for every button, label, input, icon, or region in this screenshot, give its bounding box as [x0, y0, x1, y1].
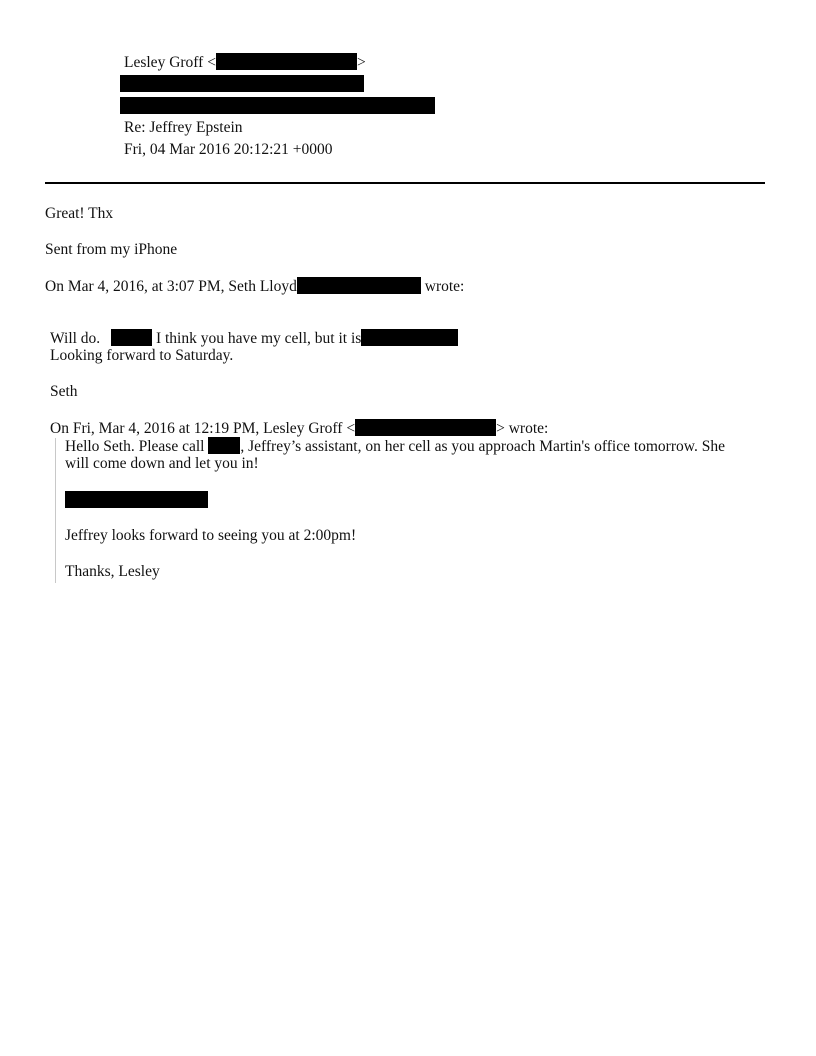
- redacted-from-email: [216, 53, 357, 70]
- redacted-cc: [120, 97, 435, 114]
- from-value: [124, 53, 366, 72]
- willdo-mid: I think you have my cell, but it is: [152, 330, 362, 347]
- attribution-text: On Mar 4, 2016, at 3:07 PM, Seth Lloyd: [45, 278, 297, 295]
- redacted-to: [120, 75, 364, 92]
- quoted-message: [55, 438, 761, 583]
- reply-line-saturday: Looking forward to Saturday.: [50, 347, 234, 364]
- reply-line-willdo: [50, 329, 458, 348]
- reply-attribution-text: On Fri, Mar 4, 2016 at 12:19 PM, Lesley Groff <: [50, 420, 356, 437]
- attribution-wrote: wrote:: [420, 278, 465, 295]
- date-value: Fri, 04 Mar 2016 20:12:21 +0000: [124, 141, 333, 158]
- cc-value: [120, 97, 435, 116]
- redacted-name: [111, 329, 152, 346]
- body-line-sent: Sent from my iPhone: [45, 241, 178, 258]
- reply-attribution: [50, 419, 548, 438]
- quoted-line-hello: [65, 437, 725, 456]
- subject-value: Re: Jeffrey Epstein: [124, 119, 243, 136]
- body-attribution: [45, 277, 464, 296]
- body-line-great: Great! Thx: [45, 205, 114, 222]
- quoted-line-comedown: will come down and let you in!: [65, 455, 259, 472]
- willdo-text: Will do.: [50, 330, 105, 347]
- redacted-groff-email: [355, 419, 496, 436]
- from-name: Lesley Groff <: [124, 54, 216, 71]
- reply-attribution-wrote: > wrote:: [496, 420, 549, 437]
- quoted-line-looks-forward: Jeffrey looks forward to seeing you at 2:00pm!: [65, 527, 357, 544]
- to-value: [120, 75, 364, 94]
- redacted-assistant-name: [208, 437, 240, 454]
- header-divider: [45, 182, 765, 184]
- quoted-hello-text: Hello Seth. Please call: [65, 438, 209, 455]
- redacted-phone: [361, 329, 458, 346]
- quoted-line-thanks: Thanks, Lesley: [65, 563, 160, 580]
- redacted-sender-email: [297, 277, 421, 294]
- from-close: >: [356, 54, 366, 71]
- redacted-contact: [65, 491, 208, 508]
- quoted-redacted-line: [65, 491, 208, 510]
- quoted-hello-rest: , Jeffrey’s assistant, on her cell as you approach Martin's office tomorrow. She: [240, 438, 725, 455]
- reply-signature: Seth: [50, 383, 78, 400]
